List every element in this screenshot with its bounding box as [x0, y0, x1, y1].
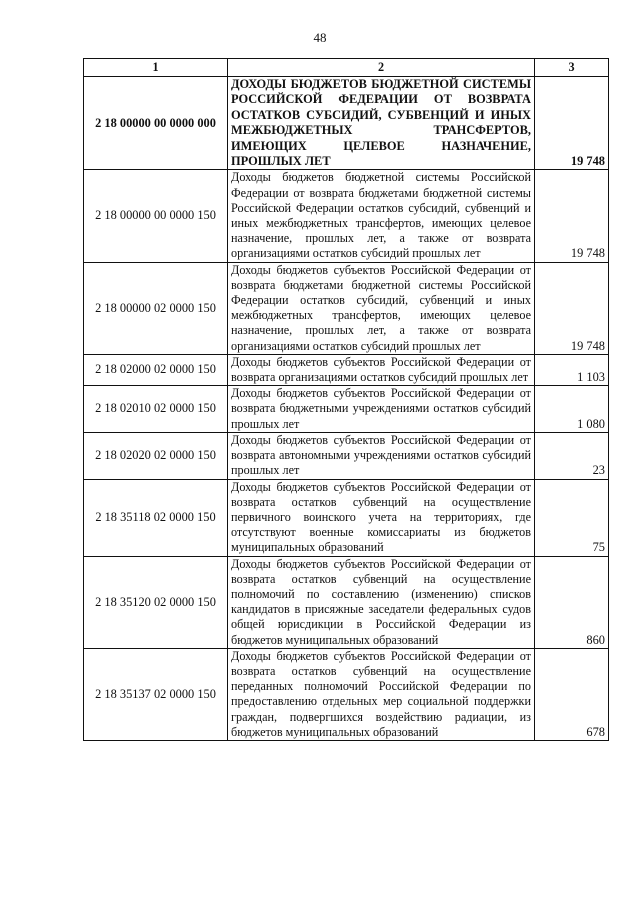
row-value: 678 — [535, 648, 609, 740]
row-code: 2 18 35120 02 0000 150 — [84, 556, 228, 648]
row-name: Доходы бюджетов субъектов Российской Федерации от возврата бюджетными учреждениями остатков субсидий прошлых лет — [228, 386, 535, 433]
row-value: 19 748 — [535, 262, 609, 354]
row-code: 2 18 35137 02 0000 150 — [84, 648, 228, 740]
column-header-name: 2 — [228, 59, 535, 77]
table-row — [84, 432, 609, 479]
row-name: Доходы бюджетов субъектов Российской Федерации от возврата остатков субвенций на осуществление полномочий по составлению (изменению) списков кандидатов в присяжные заседатели федеральных судов общей юрисдикции в Российской Федерации из бюджетов муниципальных образований — [228, 556, 535, 648]
row-value: 1 080 — [535, 386, 609, 433]
table-row — [84, 77, 609, 170]
column-header-code: 1 — [84, 59, 228, 77]
row-code: 2 18 00000 00 0000 150 — [84, 170, 228, 262]
row-code: 2 18 02000 02 0000 150 — [84, 354, 228, 385]
table-row — [84, 170, 609, 262]
row-code: 2 18 35118 02 0000 150 — [84, 479, 228, 556]
row-value: 1 103 — [535, 354, 609, 385]
row-name: Доходы бюджетов субъектов Российской Федерации от возврата организациями остатков субсидий прошлых лет — [228, 354, 535, 385]
row-value: 19 748 — [535, 170, 609, 262]
column-header-value: 3 — [535, 59, 609, 77]
row-name: Доходы бюджетов субъектов Российской Федерации от возврата остатков субвенций на осуществление переданных полномочий Российской Федерации по предоставлению отдельных мер социальной поддержки граждан, подвергшихся воздействию радиации, из бюджетов муниципальных образований — [228, 648, 535, 740]
table-row — [84, 556, 609, 648]
row-value: 19 748 — [535, 77, 609, 170]
row-code: 2 18 02020 02 0000 150 — [84, 432, 228, 479]
row-name: Доходы бюджетов субъектов Российской Федерации от возврата автономными учреждениями остатков субсидий прошлых лет — [228, 432, 535, 479]
row-name: ДОХОДЫ БЮДЖЕТОВ БЮДЖЕТНОЙ СИСТЕМЫ РОССИЙСКОЙ ФЕДЕРАЦИИ ОТ ВОЗВРАТА ОСТАТКОВ СУБСИДИЙ, СУБВЕНЦИЙ И ИНЫХ МЕЖБЮДЖЕТНЫХ ТРАНСФЕРТОВ, ИМЕЮЩИХ ЦЕЛЕВОЕ НАЗНАЧЕНИЕ, ПРОШЛЫХ ЛЕТ — [228, 77, 535, 170]
row-name: Доходы бюджетов субъектов Российской Федерации от возврата бюджетами бюджетной системы Российской Федерации остатков субсидий, субвенций и иных межбюджетных трансфертов, имеющих целевое назначение, прошлых лет, а также от возврата организациями остатков субсидий прошлых лет — [228, 262, 535, 354]
row-value: 860 — [535, 556, 609, 648]
table-row — [84, 262, 609, 354]
row-value: 23 — [535, 432, 609, 479]
row-name: Доходы бюджетов бюджетной системы Российской Федерации от возврата бюджетами бюджетной системы Российской Федерации остатков субсидий, субвенций и иных межбюджетных трансфертов, имеющих целевое назначение, прошлых лет, а также от возврата организациями остатков субсидий прошлых лет — [228, 170, 535, 262]
table-row — [84, 648, 609, 740]
table-row — [84, 354, 609, 385]
table-header-row — [84, 59, 609, 77]
row-code: 2 18 00000 02 0000 150 — [84, 262, 228, 354]
row-code: 2 18 02010 02 0000 150 — [84, 386, 228, 433]
budget-revenue-table — [83, 58, 609, 741]
table-row — [84, 479, 609, 556]
row-value: 75 — [535, 479, 609, 556]
row-name: Доходы бюджетов субъектов Российской Федерации от возврата остатков субвенций на осуществление первичного воинского учета на территориях, где отсутствуют военные комиссариаты из бюджетов муниципальных образований — [228, 479, 535, 556]
row-code: 2 18 00000 00 0000 000 — [84, 77, 228, 170]
page-number: 48 — [313, 30, 327, 45]
table-row — [84, 386, 609, 433]
